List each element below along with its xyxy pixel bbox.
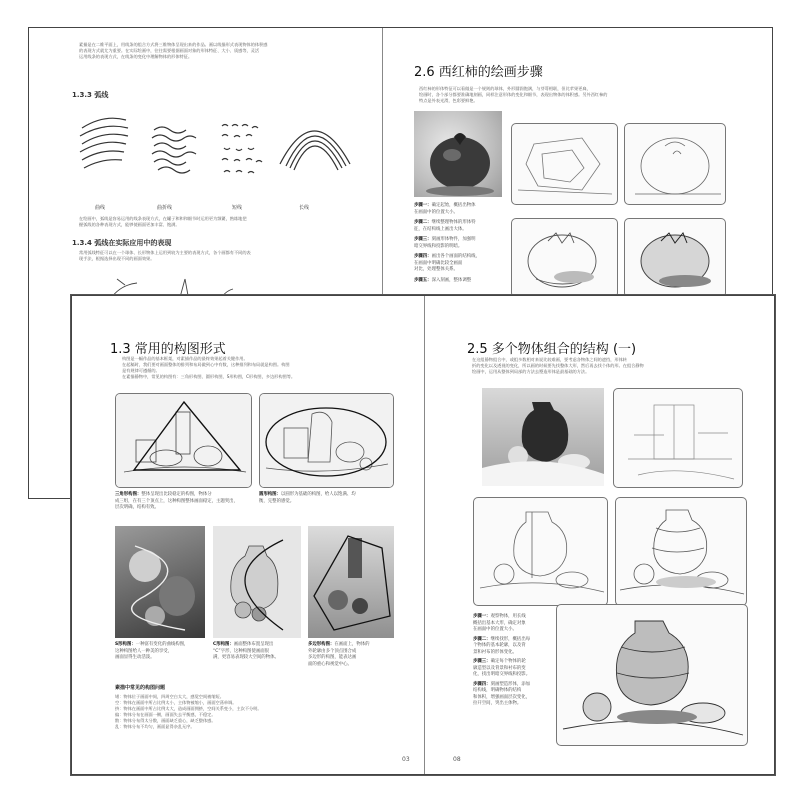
- text-line: 在这组静物组合中，或组多数相对来说比较难画，要考虑各物体之间的遮挡，形体转: [472, 357, 627, 362]
- step-text: 拉开空间，突出主体物。: [473, 701, 522, 706]
- multi-object-steps: [473, 614, 553, 708]
- text-line: 绘画时，各个部分都要准确地刻画，同样注意形体的变化和细节，表现出物体的体积感。另外西红柿的: [419, 92, 608, 97]
- multi-step-2-sketch: [473, 497, 608, 606]
- text-line: 运用线条的表现方式，在线条的变化中理解物体的形体特征。: [79, 54, 193, 59]
- tomato-step-4-sketch: [624, 218, 726, 298]
- tips-list: [115, 694, 365, 730]
- step-label: 步骤三：: [473, 659, 491, 664]
- step-label: 步骤四：: [414, 254, 432, 259]
- step-text: 对比，处理整体关系。: [414, 267, 458, 272]
- step-text: 景和衬布的形体变化。: [473, 649, 517, 655]
- tomato-intro: [419, 86, 739, 104]
- composition-section-title: 1.3 常用的构图形式: [110, 342, 226, 357]
- multi-step: [473, 682, 553, 708]
- stroke-label: 长线: [299, 205, 310, 211]
- text-line: 的表现方式就尤为重要。在实际绘画中，往往需要根据画面对象的形体特征、大小、质感等，灵活: [79, 48, 260, 53]
- applied-section-title: 1.3.4 弧线在实际应用中的表现: [72, 239, 172, 247]
- multi-step: [473, 637, 553, 657]
- text-line: 西红柿的形体特征可以看做是一个规则的球体，外形圆润饱满，与芽萼相联，但比苹果更扁，: [419, 86, 591, 91]
- step-text: 在画面中的位置大小。: [414, 209, 458, 215]
- still-life-photo: [482, 388, 604, 486]
- step-text: 确定每个物体的轮: [490, 659, 526, 664]
- triangle-composition-image: [115, 393, 252, 488]
- step-text: 继续整理物体的形体特: [431, 220, 476, 225]
- step-text: 和体积，增强画面层次变化，: [473, 694, 531, 700]
- tomato-photo: [414, 111, 502, 197]
- step-text: 在画面中明确比较全画面: [414, 260, 463, 266]
- polygon-composition-image: [308, 526, 394, 638]
- tomato-step-2-sketch: [624, 123, 726, 205]
- text-line: 在素描静物中，常见的构图有：三角形构图、圆形构图，S形构图，C形构图，多边形构图等。: [122, 374, 296, 379]
- caption-text: 画面显得生动活泼。: [115, 655, 155, 660]
- s-caption: [115, 642, 207, 662]
- caption-text: 成三组，在有三个顶点上，这种构图整体画面稳定，主题突出，: [115, 498, 238, 504]
- polygon-caption: [308, 642, 396, 668]
- text-line: 常用弧线特征可以在一个球体、长形物体上运用到较为主要的表现方式，各个画都有不同的表: [79, 250, 251, 255]
- arc-section-title: 1.3.3 弧线: [72, 91, 109, 99]
- text-line: 构图是一幅作品的基本框架，对素描作品的最终效果起着关键作用。: [122, 356, 248, 361]
- text-line: 特点是外表光滑，色彩要鲜艳。: [419, 98, 478, 103]
- step-text: 确定起始，概括出物体: [431, 203, 476, 208]
- caption-text: “C”字形，这种构图使画面很: [213, 648, 269, 654]
- front-book-spread: [71, 295, 775, 775]
- tomato-steps: [414, 203, 502, 284]
- caption-text: 衡，完整的感觉。: [259, 498, 295, 504]
- caption-label: 圆形构图：: [259, 492, 281, 497]
- tip-line: 堵：物体位于画面中间，四周空白太大，感觉空间被缩短。: [115, 694, 224, 699]
- step-text: 化，找出明暗交界线和投影。: [473, 672, 531, 677]
- arc-text: [79, 216, 369, 228]
- step-text: 画出各个画面的结构线，: [431, 254, 480, 259]
- caption-text: 在画面上，物体的: [334, 642, 370, 647]
- caption-text: 外轮廓由多个顶点围合成: [308, 648, 357, 654]
- tip-line: 乱：物体分布不均匀，画面显得杂乱无序。: [115, 724, 195, 729]
- caption-label: 多边形构图：: [308, 642, 335, 647]
- step-label: 步骤五：: [414, 277, 432, 283]
- caption-text: 画面整体布置呈现出: [233, 642, 274, 647]
- tip-line: 散：物体分布得太分散，画面缺乏重心，缺乏整体感。: [115, 718, 216, 723]
- c-caption: [213, 642, 303, 662]
- step-text: 继续找形，概括出每: [490, 636, 531, 642]
- step-text: 刻画形体物件，加强明: [431, 237, 476, 242]
- text-line: 在绘画中，弧线是容易运用的线条表现方式，在罐子和和和细节时运用更为频繁，熟练地把: [79, 216, 247, 221]
- multi-object-intro: [472, 357, 762, 375]
- caption-text: 满，更容易表现较大空间的物体。: [213, 655, 279, 660]
- front-spread-gutter: [424, 296, 425, 774]
- text-line: 折的变化以及透视的变化，所以画的时候要先找整体大形，然后再去找个体的形。在组合静物: [472, 363, 644, 368]
- step-text: 个物体的基本轮廓，以及背: [473, 643, 526, 648]
- caption-text: 层次明确，结构有致。: [115, 505, 159, 510]
- back-left-intro: [79, 42, 369, 60]
- tip-line: 挤：物体在画面中所占比例太大，造成画面拥挤，空间关系变小，主次不分明。: [115, 706, 262, 711]
- text-line: 握弧线的各种表现方式，能够使画面更加丰富、饱满。: [79, 222, 180, 227]
- step-label: 步骤二：: [414, 220, 432, 225]
- composition-tips-box: [115, 684, 280, 746]
- multi-step-4-sketch: [556, 604, 748, 746]
- step-label: 步骤一：: [473, 614, 491, 619]
- caption-text: 以圆形为基础的构图，给人以饱满、均: [280, 492, 356, 497]
- step-label: 步骤二：: [473, 636, 491, 642]
- tomato-section-title: 2.6 西红柿的绘画步骤: [414, 65, 543, 80]
- text-line: 素描是在二维平面上，用线条的组合方式将三维物体呈现出来的作品。画以线描形式表现物体的体积感: [79, 42, 268, 47]
- caption-text: 多边形的构图，能表达画: [308, 655, 357, 660]
- caption-label: S形构图：: [115, 642, 136, 647]
- composition-intro: [122, 356, 412, 380]
- tomato-step: [414, 203, 502, 216]
- multi-step: [473, 614, 553, 634]
- caption-text: 整体呈现出比较稳定的构图，物体分: [141, 492, 212, 497]
- step-text: 征，在结构线上画出大体。: [414, 226, 467, 232]
- text-line: 现手法，根据选择出现不同的画面效果。: [79, 256, 155, 261]
- stroke-label: 曲折线: [157, 205, 173, 211]
- step-text: 廓造型以及背景和衬布的变: [473, 665, 526, 671]
- step-text: 观察物体，用长线: [490, 614, 526, 619]
- caption-text: 这种构图给人一种美的享受，: [115, 648, 173, 654]
- step-label: 步骤四：: [473, 681, 491, 687]
- stroke-label: 短线: [232, 205, 243, 211]
- tomato-step: [414, 237, 502, 250]
- page-number-right: 08: [453, 756, 461, 763]
- tomato-step: [414, 254, 502, 274]
- caption-text: 面的重心和视觉中心。: [308, 661, 352, 667]
- arc-stroke-samples: [74, 106, 354, 201]
- multi-step-3-sketch: [615, 497, 747, 606]
- applied-text: [79, 250, 369, 262]
- tips-title: 素描中常见的构图问题: [115, 685, 166, 691]
- page-number-left: 03: [402, 756, 410, 763]
- text-line: 是有规律可遵循的。: [122, 368, 160, 373]
- step-text: 暗交界线和投影的明暗。: [414, 243, 463, 249]
- caption-label: C形构图：: [213, 642, 234, 647]
- circle-caption: [259, 492, 392, 505]
- stroke-label: 曲线: [95, 205, 106, 211]
- step-text: 刻画塑造形体，添加: [490, 681, 531, 687]
- step-text: 深入刻画，整体调整: [431, 277, 472, 283]
- tip-line: 空：物体在画面中所占比例太小，主体物被缩小，画面空荡单调。: [115, 700, 237, 705]
- step-text: 结构线，明确物体的结构: [473, 688, 522, 693]
- triangle-caption: [115, 492, 250, 512]
- multi-object-section-title: 2.5 多个物体组合的结构 (一): [467, 342, 637, 357]
- text-line: 绘画中，运用从整体到局部的方法去塑造形体是最基础的方法。: [472, 369, 590, 374]
- multi-step-1-sketch: [613, 388, 743, 488]
- tomato-step: [414, 278, 502, 285]
- step-text: 概括出基本大形，确定对象: [473, 620, 526, 626]
- c-composition-image: [213, 526, 301, 638]
- tomato-step-3-sketch: [511, 218, 618, 298]
- step-label: 步骤一：: [414, 203, 432, 208]
- tomato-step: [414, 220, 502, 233]
- tomato-step-1-sketch: [511, 123, 618, 205]
- text-line: 在起稿时，我们要对画面整体的排列和布局做到心中有数，这种排列和布局就是构图。构图: [122, 362, 290, 367]
- caption-label: 三角形构图：: [115, 492, 142, 497]
- multi-step: [473, 659, 553, 679]
- caption-text: 一种富有变化的曲线构图，: [135, 642, 189, 647]
- step-label: 步骤三：: [414, 237, 432, 242]
- step-text: 在画面中的位置大小。: [473, 627, 517, 632]
- circle-composition-image: [259, 393, 394, 488]
- tip-line: 偏：物体分布在画面一侧，画面失去平衡感，不稳定。: [115, 712, 216, 717]
- s-composition-image: [115, 526, 205, 638]
